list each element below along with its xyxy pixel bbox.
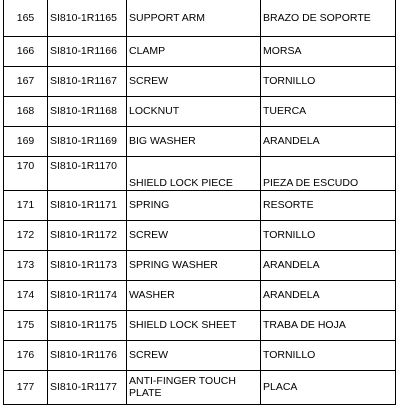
part-code: SI810-1R1170: [48, 156, 127, 190]
part-code: SI810-1R1169: [48, 126, 127, 156]
part-name-spanish: PIEZA DE ESCUDO: [261, 156, 396, 190]
part-name-spanish: TORNILLO: [261, 66, 396, 96]
part-name-spanish: ARANDELA: [261, 126, 396, 156]
table-row: [4, 280, 396, 310]
part-number: 176: [4, 340, 48, 370]
part-code: SI810-1R1166: [48, 36, 127, 66]
part-name-spanish: TORNILLO: [261, 340, 396, 370]
part-name-english: BIG WASHER: [127, 126, 261, 156]
part-code: SI810-1R1165: [48, 0, 127, 36]
part-number: 171: [4, 190, 48, 220]
part-name-spanish: RESORTE: [261, 190, 396, 220]
table-row: [4, 96, 396, 126]
part-name-english: SCREW: [127, 340, 261, 370]
part-name-english: ANTI-FINGER TOUCH PLATE: [127, 370, 261, 404]
part-number: 167: [4, 66, 48, 96]
part-number: 166: [4, 36, 48, 66]
part-name-english: WASHER: [127, 280, 261, 310]
part-code: SI810-1R1177: [48, 370, 127, 404]
table-row: [4, 250, 396, 280]
part-code: SI810-1R1167: [48, 66, 127, 96]
part-number: 165: [4, 0, 48, 36]
part-number: 177: [4, 370, 48, 404]
part-name-english: SCREW: [127, 220, 261, 250]
part-name-english: SHIELD LOCK PIECE: [127, 156, 261, 190]
part-code: SI810-1R1175: [48, 310, 127, 340]
part-number: 168: [4, 96, 48, 126]
table-row: [4, 36, 396, 66]
part-number: 169: [4, 126, 48, 156]
part-name-english: SCREW: [127, 66, 261, 96]
part-name-spanish: ARANDELA: [261, 280, 396, 310]
part-number: 170: [4, 156, 48, 190]
parts-table: [3, 0, 396, 405]
part-name-english: SHIELD LOCK SHEET: [127, 310, 261, 340]
part-name-spanish: TRABA DE HOJA: [261, 310, 396, 340]
part-name-english: SPRING: [127, 190, 261, 220]
part-code: SI810-1R1168: [48, 96, 127, 126]
table-row: [4, 66, 396, 96]
part-name-english: SPRING WASHER: [127, 250, 261, 280]
part-name-english: SUPPORT ARM: [127, 0, 261, 36]
table-row: [4, 220, 396, 250]
part-number: 175: [4, 310, 48, 340]
table-row: [4, 156, 396, 190]
part-name-spanish: BRAZO DE SOPORTE: [261, 0, 396, 36]
part-name-spanish: ARANDELA: [261, 250, 396, 280]
part-number: 174: [4, 280, 48, 310]
part-name-spanish: TUERCA: [261, 96, 396, 126]
table-row: [4, 190, 396, 220]
part-name-spanish: PLACA: [261, 370, 396, 404]
table-row: [4, 370, 396, 404]
part-name-english: CLAMP: [127, 36, 261, 66]
part-code: SI810-1R1174: [48, 280, 127, 310]
table-row: [4, 340, 396, 370]
part-code: SI810-1R1171: [48, 190, 127, 220]
table-row: [4, 126, 396, 156]
part-number: 173: [4, 250, 48, 280]
table-row: [4, 0, 396, 36]
table-row: [4, 310, 396, 340]
part-number: 172: [4, 220, 48, 250]
part-name-english: LOCKNUT: [127, 96, 261, 126]
part-code: SI810-1R1172: [48, 220, 127, 250]
part-code: SI810-1R1176: [48, 340, 127, 370]
part-code: SI810-1R1173: [48, 250, 127, 280]
part-name-spanish: TORNILLO: [261, 220, 396, 250]
part-name-spanish: MORSA: [261, 36, 396, 66]
